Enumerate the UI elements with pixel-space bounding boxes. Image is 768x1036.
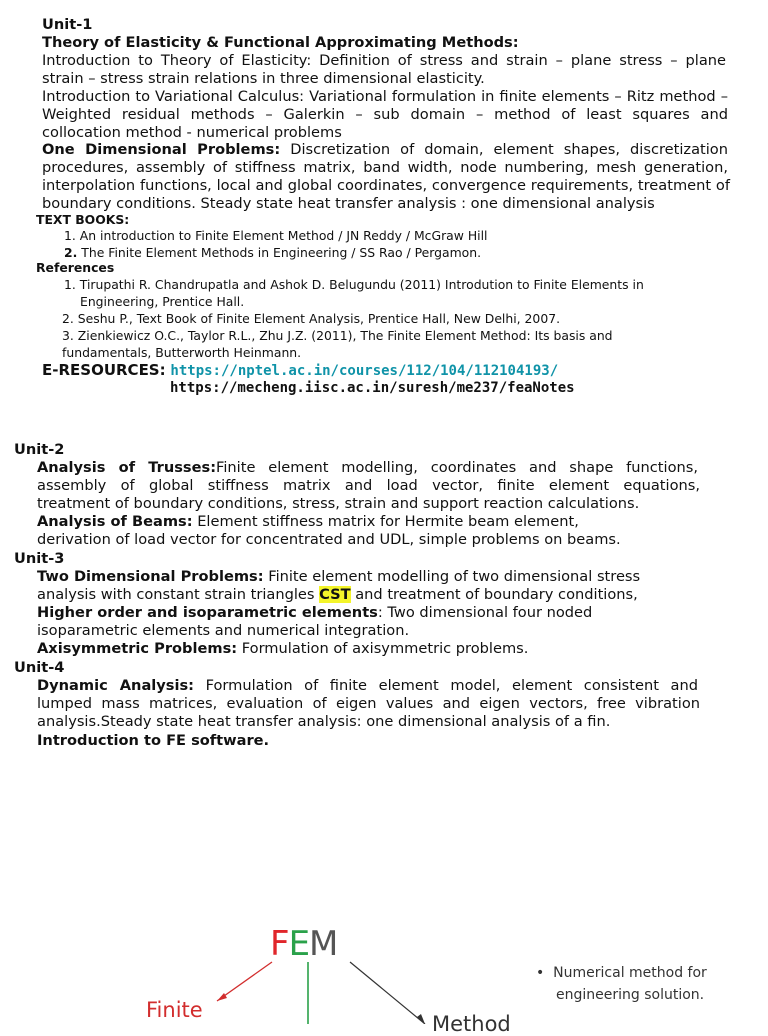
one-dim-line: procedures, assembly of stiffness matrix, band width, node numbering, mesh generation,: [42, 159, 728, 176]
e-resources-line: [42, 361, 558, 380]
higher-order-line: Higher order and isoparametric elements: Two dimensional four noded: [37, 604, 593, 621]
textbooks-label: TEXT BOOKS:: [36, 212, 130, 227]
textbook-item: 1. An introduction to Finite Element Method / JN Reddy / McGraw Hill: [64, 228, 488, 243]
one-dim-line: interpolation functions, local and global coordinates, convergence requirements, treatment of: [42, 177, 730, 194]
method-label: Method: [432, 1012, 511, 1036]
cst-highlight: CST: [319, 586, 351, 603]
higher-order-line: isoparametric elements and numerical integration.: [37, 622, 410, 639]
unit-1-intro-line: Introduction to Theory of Elasticity: Definition of stress and strain – plane stress – plane: [42, 52, 726, 69]
references-label: References: [36, 260, 115, 275]
unit-1-variational-line: Introduction to Variational Calculus: Variational formulation in finite elements – Ritz method –: [42, 88, 728, 105]
unit-1-heading: Unit-1: [42, 16, 93, 33]
beams-line: derivation of load vector for concentrated and UDL, simple problems on beams.: [37, 531, 621, 548]
two-dim-line: analysis with constant strain triangles CST and treatment of boundary conditions,: [37, 586, 638, 603]
fe-software-line: Introduction to FE software.: [37, 732, 270, 749]
trusses-label: Analysis of Trusses:: [37, 459, 217, 476]
unit-1-variational-line: Weighted residual methods – Galerkin – sub domain – method of least squares and: [42, 106, 728, 123]
dynamic-label: Dynamic Analysis:: [37, 677, 195, 694]
axisymmetric-label: Axisymmetric Problems:: [37, 640, 238, 657]
finite-label: Finite: [146, 998, 203, 1022]
unit-4-heading: Unit-4: [14, 659, 65, 676]
trusses-line: assembly of global stiffness matrix and load vector, finite element equations,: [37, 477, 700, 494]
dynamic-line: analysis.Steady state heat transfer analysis: one dimensional analysis of a fin.: [37, 713, 611, 730]
textbook-item: 2. The Finite Element Methods in Engineering / SS Rao / Pergamon.: [64, 245, 482, 260]
beams-line: Analysis of Beams: Element stiffness matrix for Hermite beam element,: [37, 513, 579, 530]
unit-2-heading: Unit-2: [14, 441, 65, 458]
method-arrow: [350, 962, 425, 1024]
reference-item: 3. Zienkiewicz O.C., Taylor R.L., Zhu J.Z. (2011), The Finite Element Method: Its basis and: [62, 328, 613, 343]
reference-item: 1. Tirupathi R. Chandrupatla and Ashok D. Belugundu (2011) Introdution to Finite Elements in: [64, 277, 644, 292]
unit-1-intro-line: strain – stress strain relations in three dimensional elasticity.: [42, 70, 485, 87]
two-dim-label: Two Dimensional Problems:: [37, 568, 264, 585]
bullet-icon: •: [536, 965, 554, 981]
one-dim-line: One Dimensional Problems: Discretization of domain, element shapes, discretization: [42, 141, 728, 158]
fem-bullet: • Numerical method for engineering solution.: [536, 965, 707, 1003]
trusses-line: Analysis of Trusses:Finite element modelling, coordinates and shape functions,: [37, 459, 698, 476]
nptel-link[interactable]: https://nptel.ac.in/courses/112/104/112104193/: [170, 363, 559, 379]
fem-title: FEM: [270, 924, 338, 964]
axisymmetric-line: Axisymmetric Problems: Formulation of axisymmetric problems.: [37, 640, 529, 657]
trusses-line: treatment of boundary conditions, stress, strain and support reaction calculations.: [37, 495, 640, 512]
unit-1-variational-line: collocation method - numerical problems: [42, 124, 342, 141]
two-dim-line: Two Dimensional Problems: Finite element modelling of two dimensional stress: [37, 568, 641, 585]
reference-item: Engineering, Prentice Hall.: [80, 294, 245, 309]
unit-3-heading: Unit-3: [14, 550, 65, 567]
dynamic-line: lumped mass matrices, evaluation of eigen values and eigen vectors, free vibration: [37, 695, 700, 712]
dynamic-line: Dynamic Analysis: Formulation of finite element model, element consistent and: [37, 677, 698, 694]
e-resources-label: E-RESOURCES:: [42, 361, 166, 379]
beams-label: Analysis of Beams:: [37, 513, 193, 530]
reference-item: fundamentals, Butterworth Heinmann.: [62, 345, 302, 360]
higher-order-label: Higher order and isoparametric elements: [37, 604, 378, 621]
iisc-link[interactable]: https://mecheng.iisc.ac.in/suresh/me237/feaNotes: [170, 380, 575, 396]
one-dim-label: One Dimensional Problems:: [42, 141, 281, 158]
unit-1-title: Theory of Elasticity & Functional Approximating Methods:: [42, 34, 519, 51]
one-dim-line: boundary conditions. Steady state heat transfer analysis : one dimensional analysis: [42, 195, 655, 212]
reference-item: 2. Seshu P., Text Book of Finite Element Analysis, Prentice Hall, New Delhi, 2007.: [62, 311, 561, 326]
